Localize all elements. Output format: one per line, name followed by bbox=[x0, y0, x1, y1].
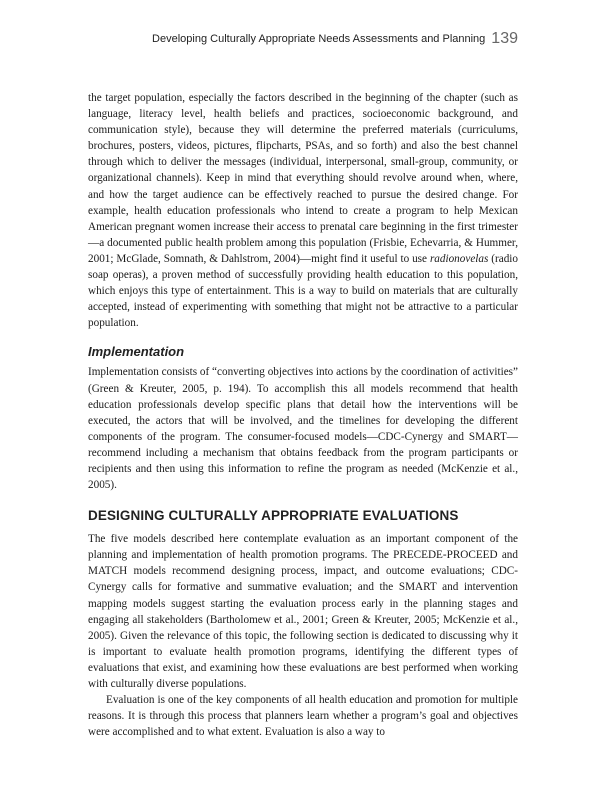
evaluations-section-heading: DESIGNING CULTURALLY APPROPRIATE EVALUATIONS bbox=[88, 508, 459, 524]
running-header bbox=[88, 30, 518, 48]
implementation-heading: Implementation bbox=[88, 344, 185, 360]
page-number: 139 bbox=[491, 30, 518, 47]
paragraph-implementation: Implementation consists of “converting objectives into actions by the coordination of activities” (Green & Kreuter, 2005, p. 194). To accomplish this all models recommend that health education professionals develop specific plans that detail how the interventions will be executed, the actors that will be involved, and the timelines for developing the different components of the program. The consumer-focused models—CDC-Cynergy and SMART—recommend including a mechanism that obtains feedback from the program participants or recipients and then using this information to refine the program as needed (McKenzie et al., 2005). bbox=[88, 366, 518, 492]
italic-term: radionovelas bbox=[429, 252, 489, 265]
running-title: Developing Culturally Appropriate Needs Assessments and Planning bbox=[152, 33, 486, 45]
paragraph-evaluation-models: The five models described here contemplate evaluation as an important component of the planning and implementation of health promotion programs. The PRECEDE-PROCEED and MATCH models recommend designing process, impact, and outcome evaluations; CDC-Cynergy calls for formative and summative evaluation; and the SMART and intervention mapping models suggest starting the evaluation process early in the planning stages and engaging all stakeholders (Bartholomew et al., 2001; Green & Kreuter, 2005; McKenzie et al., 2005). Given the relevance of this topic, the following section is dedicated to discussing why it is important to evaluate health promotion programs, identifying the different types of evaluations that exist, and examining how these evaluations are best performed when working with culturally diverse populations. bbox=[88, 533, 518, 690]
paragraph-text: the target population, especially the factors described in the beginning of the chapter (such as language, literacy level, health beliefs and practices, socioeconomic background, and communication style), because they will determine the preferred materials (curriculums, brochures, posters, videos, pictures, flipcharts, PSAs, and so forth) and also the best channel through which to deliver the messages (individual, interpersonal, small-group, community, or organizational channels). Keep in mind that everything should revolve around when, where, and how the target audience can be effectively reached to pursue the desired change. For example, health education professionals who intend to create a program to help Mexican American pregnant women increase their access to prenatal care beginning in the first trimester—a documented public health problem among this population (Frisbie, Echevarria, & Hummer, 2001; McGlade, Somnath, & Dahlstrom, 2004)—might find it useful to use bbox=[88, 92, 518, 265]
paragraph-text: (radio soap operas), a proven method of successfully providing health education to this population, which enjoys this type of entertainment. This is a way to build on materials that are culturally accepted, instead of experimenting with something that might not be attractive to a particular population. bbox=[88, 252, 518, 330]
body-text bbox=[88, 90, 518, 740]
paragraph-materials bbox=[88, 90, 518, 331]
paragraph-evaluation-importance: Evaluation is one of the key components of all health education and promotion for multiple reasons. It is through this process that planners learn whether a program’s goal and objectives were accomplished and to what extent. Evaluation is also a way to bbox=[88, 694, 518, 739]
